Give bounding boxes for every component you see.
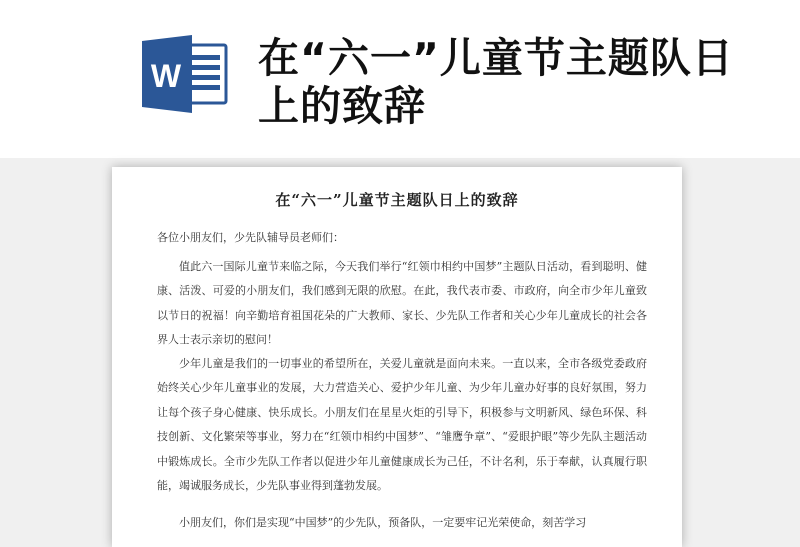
document-page <box>112 167 682 547</box>
document-title: 在“六一”儿童节主题队日上的致辞 <box>275 191 519 209</box>
salutation: 各位小朋友们，少先队辅导员老师们： <box>157 231 344 244</box>
banner <box>0 0 800 158</box>
paragraph-2: 少年儿童是我们的一切事业的希望所在，关爱儿童就是面向未来。一直以来，全市各级党委政府始终关心少年儿童事业的发展，大力营造关心、爱护少年儿童、为少年儿童办好事的良好氛围，努力让每个孩子身心健康、快乐成长。小朋友们在星星火炬的引导下，积极参与文明新风、绿色环保、科技创新、文化繁荣等事业，努力在“红领巾相约中国梦”、“雏鹰争章”、“爱眼护眼”等少先队主题活动中锻炼成长。全市少先队工作者以促进少年儿童健康成长为己任，不计名利，乐于奉献，认真履行职能，竭诚服务成长，少先队事业得到蓬勃发展。 <box>157 357 647 493</box>
word-icon <box>142 35 230 113</box>
paragraph-1: 值此六一国际儿童节来临之际，今天我们举行“红领巾相约中国梦”主题队日活动，看到聪明、健康、活泼、可爱的小朋友们，我们感到无限的欣慰。在此，我代表市委、市政府，向全市少年儿童致以节日的祝福！向辛勤培育祖国花朵的广大教师、家长、少先队工作者和关心少年儿童成长的社会各界人士表示亲切的慰问！ <box>157 260 647 347</box>
word-icon-letter: W <box>150 58 182 94</box>
paragraph-3: 小朋友们，你们是实现“中国梦”的少先队，预备队，一定要牢记光荣使命，刻苦学习 <box>179 516 587 529</box>
banner-title: 在“六一”儿童节主题队日上的致辞 <box>258 34 734 130</box>
